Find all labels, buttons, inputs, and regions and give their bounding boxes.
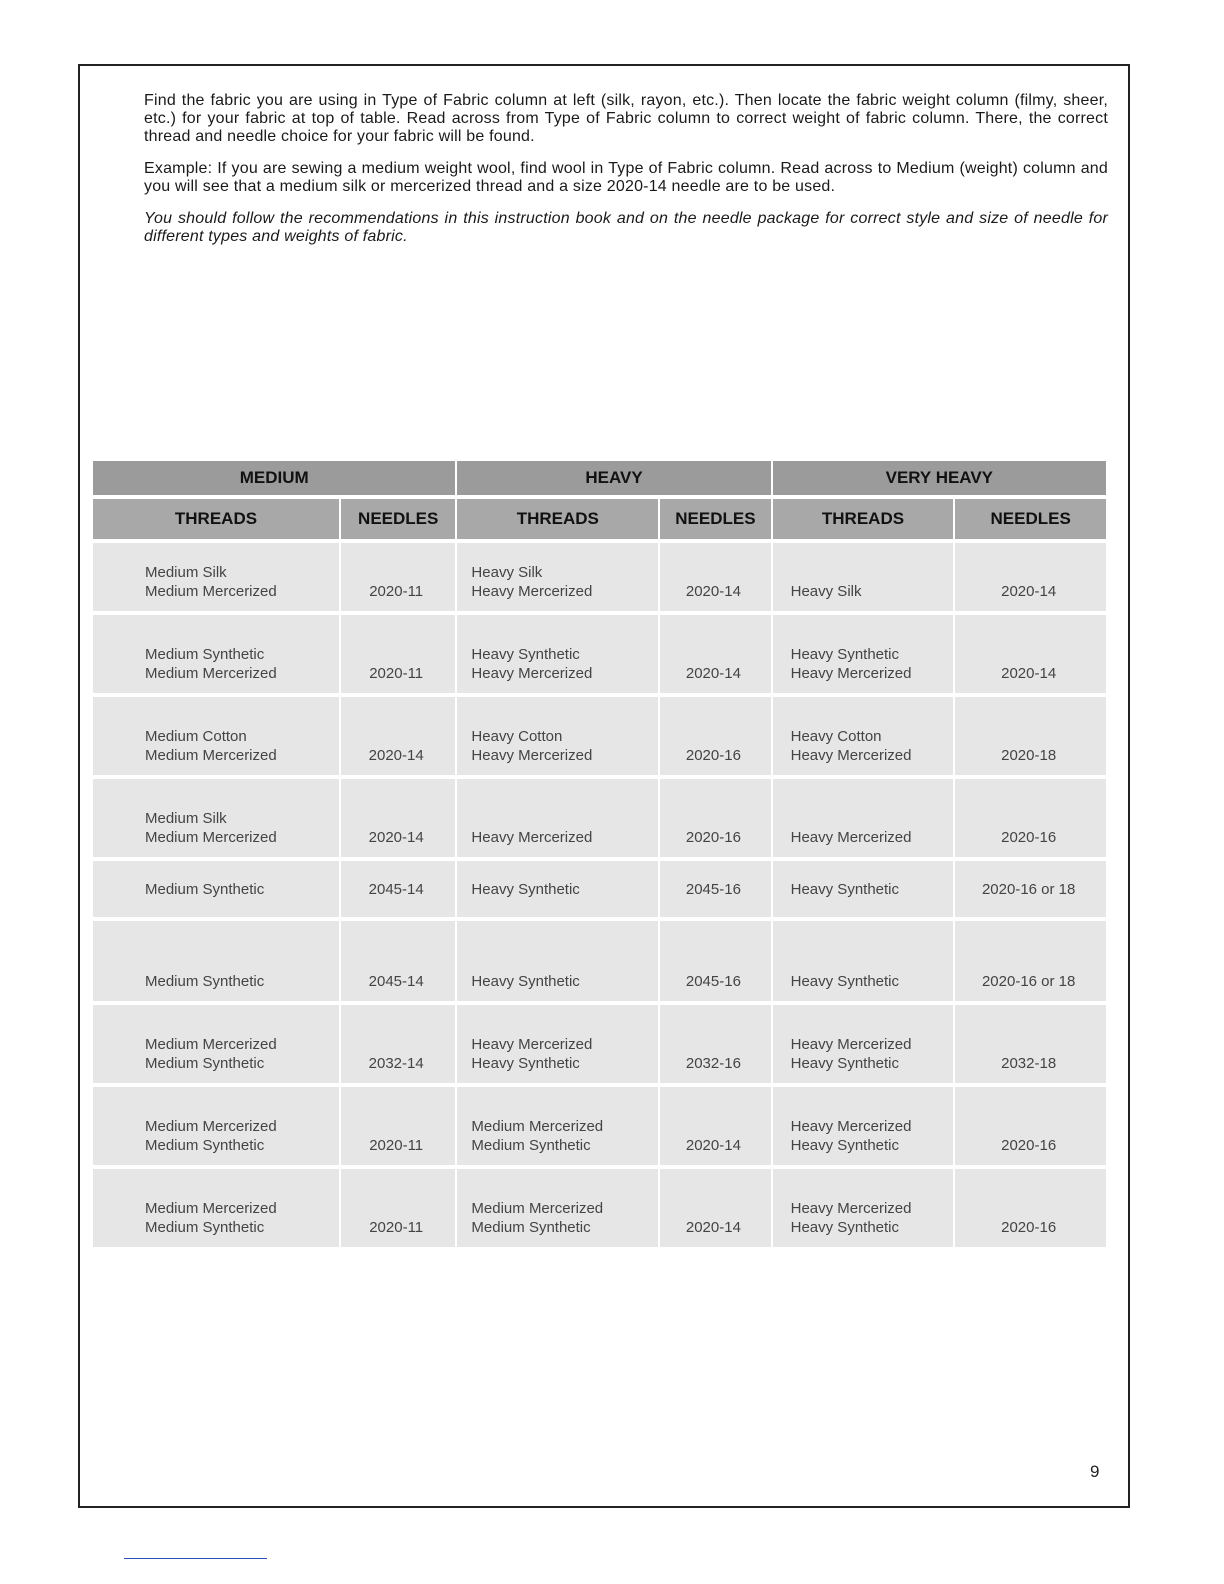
recommendation-paragraph: You should follow the recommendations in this instruction book and on the needle package for correct style and size of needle for different types and weights of fabric. <box>144 210 1108 245</box>
thread-name: Heavy Synthetic <box>790 1055 900 1072</box>
needle-cell-very-heavy: 2020-16 or 18 <box>955 921 1106 1001</box>
thread-name: Heavy Mercerized <box>471 583 593 600</box>
thread-name: Medium Mercerized <box>145 829 277 846</box>
thread-cell-heavy <box>457 921 658 1001</box>
thread-name: Heavy Mercerized <box>471 747 593 764</box>
needle-cell-heavy: 2045-16 <box>660 861 770 917</box>
needle-cell-medium: 2020-11 <box>341 1169 455 1247</box>
thread-cell-heavy <box>457 697 658 775</box>
thread-cell-very-heavy <box>773 615 954 693</box>
needle-cell-medium: 2020-14 <box>341 697 455 775</box>
thread-cell-medium <box>93 921 339 1001</box>
threads-header: THREADS <box>93 499 339 539</box>
column-header-row <box>93 499 1106 539</box>
threads-header: THREADS <box>457 499 658 539</box>
needle-cell-medium: 2020-11 <box>341 1087 455 1165</box>
thread-cell-very-heavy <box>773 1169 954 1247</box>
thread-name: Medium Mercerized <box>471 1200 604 1217</box>
thread-name: Medium Mercerized <box>145 1118 277 1135</box>
thread-name: Heavy Synthetic <box>471 646 580 663</box>
needle-cell-medium: 2020-14 <box>341 779 455 857</box>
table-body <box>93 543 1106 1247</box>
threads-header: THREADS <box>773 499 954 539</box>
needle-cell-very-heavy: 2020-14 <box>955 615 1106 693</box>
thread-name: Medium Silk <box>145 564 227 581</box>
needle-cell-heavy: 2032-16 <box>660 1005 770 1083</box>
weight-header-heavy: HEAVY <box>457 461 770 495</box>
needles-header: NEEDLES <box>341 499 455 539</box>
needle-cell-very-heavy: 2020-16 <box>955 1087 1106 1165</box>
thread-cell-very-heavy <box>773 697 954 775</box>
needle-cell-medium: 2045-14 <box>341 861 455 917</box>
thread-cell-medium <box>93 779 339 857</box>
thread-name: Medium Synthetic <box>145 1055 265 1072</box>
table-row <box>93 921 1106 1001</box>
footer-rule <box>124 1558 267 1559</box>
table-row <box>93 779 1106 857</box>
thread-cell-very-heavy <box>773 1005 954 1083</box>
instruction-paragraph: Find the fabric you are using in Type of Fabric column at left (silk, rayon, etc.). Then locate the fabric weight column (filmy, sheer, etc.) for your fabric at top of table. Read across from Type of Fabric column to correct weight of fabric column. There, the correct thread and needle choice for your fabric will be found. <box>144 92 1108 145</box>
thread-name: Medium Cotton <box>145 728 247 745</box>
thread-cell-medium <box>93 1087 339 1165</box>
thread-name: Heavy Synthetic <box>790 973 900 990</box>
thread-name: Medium Synthetic <box>471 1219 591 1236</box>
needle-cell-medium: 2045-14 <box>341 921 455 1001</box>
thread-cell-very-heavy <box>773 861 954 917</box>
thread-cell-heavy <box>457 1087 658 1165</box>
thread-cell-heavy <box>457 1005 658 1083</box>
thread-name: Heavy Mercerized <box>471 665 593 682</box>
thread-name: Medium Mercerized <box>471 1118 604 1135</box>
table-row <box>93 1087 1106 1165</box>
needle-cell-very-heavy: 2020-16 or 18 <box>955 861 1106 917</box>
table-row <box>93 861 1106 917</box>
thread-name: Heavy Mercerized <box>790 1118 912 1135</box>
needle-cell-very-heavy: 2020-14 <box>955 543 1106 611</box>
thread-name: Medium Mercerized <box>145 583 277 600</box>
needle-cell-heavy: 2045-16 <box>660 921 770 1001</box>
weight-header-very-heavy: VERY HEAVY <box>773 461 1106 495</box>
thread-cell-medium <box>93 697 339 775</box>
thread-name: Heavy Cotton <box>471 728 563 745</box>
thread-name: Medium Synthetic <box>145 1219 265 1236</box>
thread-cell-heavy <box>457 615 658 693</box>
table-row <box>93 1005 1106 1083</box>
needle-cell-heavy: 2020-14 <box>660 1087 770 1165</box>
thread-cell-heavy <box>457 861 658 917</box>
table-row <box>93 697 1106 775</box>
thread-name: Medium Synthetic <box>145 880 265 898</box>
needles-header: NEEDLES <box>955 499 1106 539</box>
weight-header-row <box>93 461 1106 495</box>
thread-name: Heavy Mercerized <box>790 1036 912 1053</box>
thread-cell-medium <box>93 543 339 611</box>
needle-cell-heavy: 2020-14 <box>660 615 770 693</box>
weight-header-medium: MEDIUM <box>93 461 455 495</box>
thread-name: Medium Mercerized <box>145 747 277 764</box>
thread-name: Heavy Mercerized <box>471 829 593 846</box>
table-row <box>93 1169 1106 1247</box>
thread-name: Heavy Silk <box>471 564 543 581</box>
needle-cell-heavy: 2020-16 <box>660 779 770 857</box>
thread-name: Medium Mercerized <box>145 665 277 682</box>
needles-header: NEEDLES <box>660 499 770 539</box>
thread-name: Heavy Synthetic <box>790 1219 900 1236</box>
needle-cell-very-heavy: 2020-16 <box>955 779 1106 857</box>
thread-cell-medium <box>93 615 339 693</box>
thread-name: Medium Synthetic <box>145 973 265 990</box>
needle-cell-heavy: 2020-14 <box>660 543 770 611</box>
thread-name: Heavy Mercerized <box>790 665 912 682</box>
thread-cell-heavy <box>457 779 658 857</box>
thread-cell-medium <box>93 861 339 917</box>
thread-name: Heavy Synthetic <box>790 646 900 663</box>
thread-name: Medium Synthetic <box>145 646 265 663</box>
thread-name: Heavy Mercerized <box>471 1036 593 1053</box>
thread-cell-very-heavy <box>773 543 954 611</box>
thread-name: Medium Synthetic <box>471 1137 591 1154</box>
thread-name: Heavy Cotton <box>790 728 882 745</box>
thread-name: Heavy Synthetic <box>790 880 900 898</box>
page-number: 9 <box>1090 1462 1100 1481</box>
thread-cell-very-heavy <box>773 779 954 857</box>
needle-cell-medium: 2020-11 <box>341 615 455 693</box>
needle-cell-heavy: 2020-16 <box>660 697 770 775</box>
thread-cell-medium <box>93 1169 339 1247</box>
thread-cell-very-heavy <box>773 921 954 1001</box>
thread-name: Heavy Synthetic <box>790 1137 900 1154</box>
thread-name: Medium Synthetic <box>145 1137 265 1154</box>
thread-name: Heavy Synthetic <box>471 973 580 990</box>
needle-cell-very-heavy: 2020-18 <box>955 697 1106 775</box>
instructions-text <box>144 92 1108 260</box>
thread-name: Medium Silk <box>145 810 227 827</box>
table-row <box>93 543 1106 611</box>
thread-name: Heavy Synthetic <box>471 880 580 898</box>
thread-needle-table <box>91 457 1108 1251</box>
thread-name: Heavy Mercerized <box>790 1200 912 1217</box>
needle-cell-heavy: 2020-14 <box>660 1169 770 1247</box>
example-paragraph: Example: If you are sewing a medium weight wool, find wool in Type of Fabric column. Read across to Medium (weight) column and you will see that a medium silk or mercerized thread and a size 2020-14 needle are to be used. <box>144 160 1108 195</box>
thread-name: Medium Mercerized <box>145 1036 277 1053</box>
thread-cell-very-heavy <box>773 1087 954 1165</box>
thread-name: Heavy Silk <box>790 583 862 600</box>
thread-cell-medium <box>93 1005 339 1083</box>
needle-cell-very-heavy: 2020-16 <box>955 1169 1106 1247</box>
thread-cell-heavy <box>457 1169 658 1247</box>
thread-cell-heavy <box>457 543 658 611</box>
thread-name: Heavy Mercerized <box>790 747 912 764</box>
needle-cell-very-heavy: 2032-18 <box>955 1005 1106 1083</box>
needle-cell-medium: 2020-11 <box>341 543 455 611</box>
thread-name: Heavy Mercerized <box>790 829 912 846</box>
needle-cell-medium: 2032-14 <box>341 1005 455 1083</box>
thread-name: Medium Mercerized <box>145 1200 277 1217</box>
table-row <box>93 615 1106 693</box>
thread-name: Heavy Synthetic <box>471 1055 580 1072</box>
